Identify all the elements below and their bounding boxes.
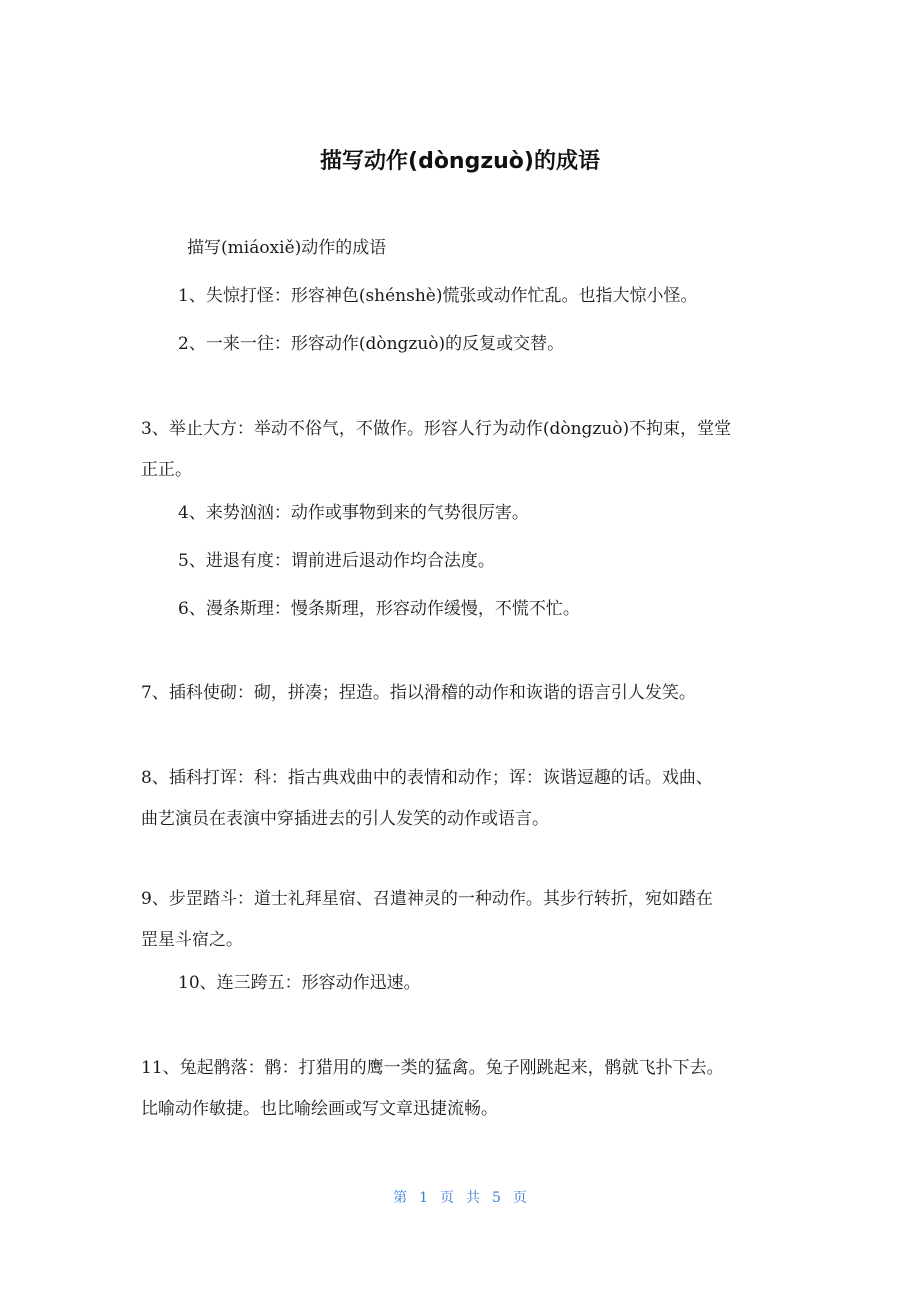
- idiom-line-11: 11、兔起鹘落：鹘：打猎用的鹰一类的猛禽。兔子刚跳起来，鹘就飞扑下去。: [141, 1058, 724, 1078]
- idiom-line-7: 7、插科使砌：砌，拼凑；捏造。指以滑稽的动作和诙谐的语言引人发笑。: [141, 683, 696, 703]
- idiom-line-10: 10、连三跨五：形容动作迅速。: [178, 973, 421, 993]
- idiom-line-1: 1、失惊打怪：形容神色(shénshè)慌张或动作忙乱。也指大惊小怪。: [178, 286, 698, 306]
- footer-di: 第: [393, 1190, 408, 1206]
- idiom-line-4: 4、来势汹汹：动作或事物到来的气势很厉害。: [178, 503, 529, 523]
- idiom-line-5: 5、进退有度：谓前进后退动作均合法度。: [178, 551, 495, 571]
- footer-page-number: 1: [419, 1190, 428, 1206]
- page-title: 描写动作(dòngzuò)的成语: [320, 149, 600, 174]
- page-footer: [0, 1187, 920, 1209]
- subtitle: 描写(miáoxiě)动作的成语: [187, 238, 387, 258]
- idiom-line-9: 9、步罡踏斗：道士礼拜星宿、召遣神灵的一种动作。其步行转折，宛如踏在: [141, 889, 713, 909]
- idiom-line-8-cont: 曲艺演员在表演中穿插进去的引人发笑的动作或语言。: [141, 809, 549, 829]
- idiom-line-3: 3、举止大方：举动不俗气，不做作。形容人行为动作(dòngzuò)不拘束，堂堂: [141, 419, 732, 439]
- idiom-line-8: 8、插科打诨：科：指古典戏曲中的表情和动作；诨：诙谐逗趣的话。戏曲、: [141, 768, 713, 788]
- footer-gong: 共: [466, 1190, 480, 1206]
- footer-total-pages: 5: [492, 1190, 501, 1206]
- idiom-line-2: 2、一来一往：形容动作(dòngzuò)的反复或交替。: [178, 334, 565, 354]
- footer-ye: 页: [440, 1190, 454, 1206]
- idiom-line-6: 6、漫条斯理：慢条斯理，形容动作缓慢，不慌不忙。: [178, 599, 580, 619]
- idiom-line-11-cont: 比喻动作敏捷。也比喻绘画或写文章迅捷流畅。: [141, 1099, 498, 1119]
- idiom-line-3-cont: 正正。: [141, 460, 192, 480]
- footer-ye-2: 页: [512, 1190, 527, 1206]
- idiom-line-9-cont: 罡星斗宿之。: [141, 930, 243, 950]
